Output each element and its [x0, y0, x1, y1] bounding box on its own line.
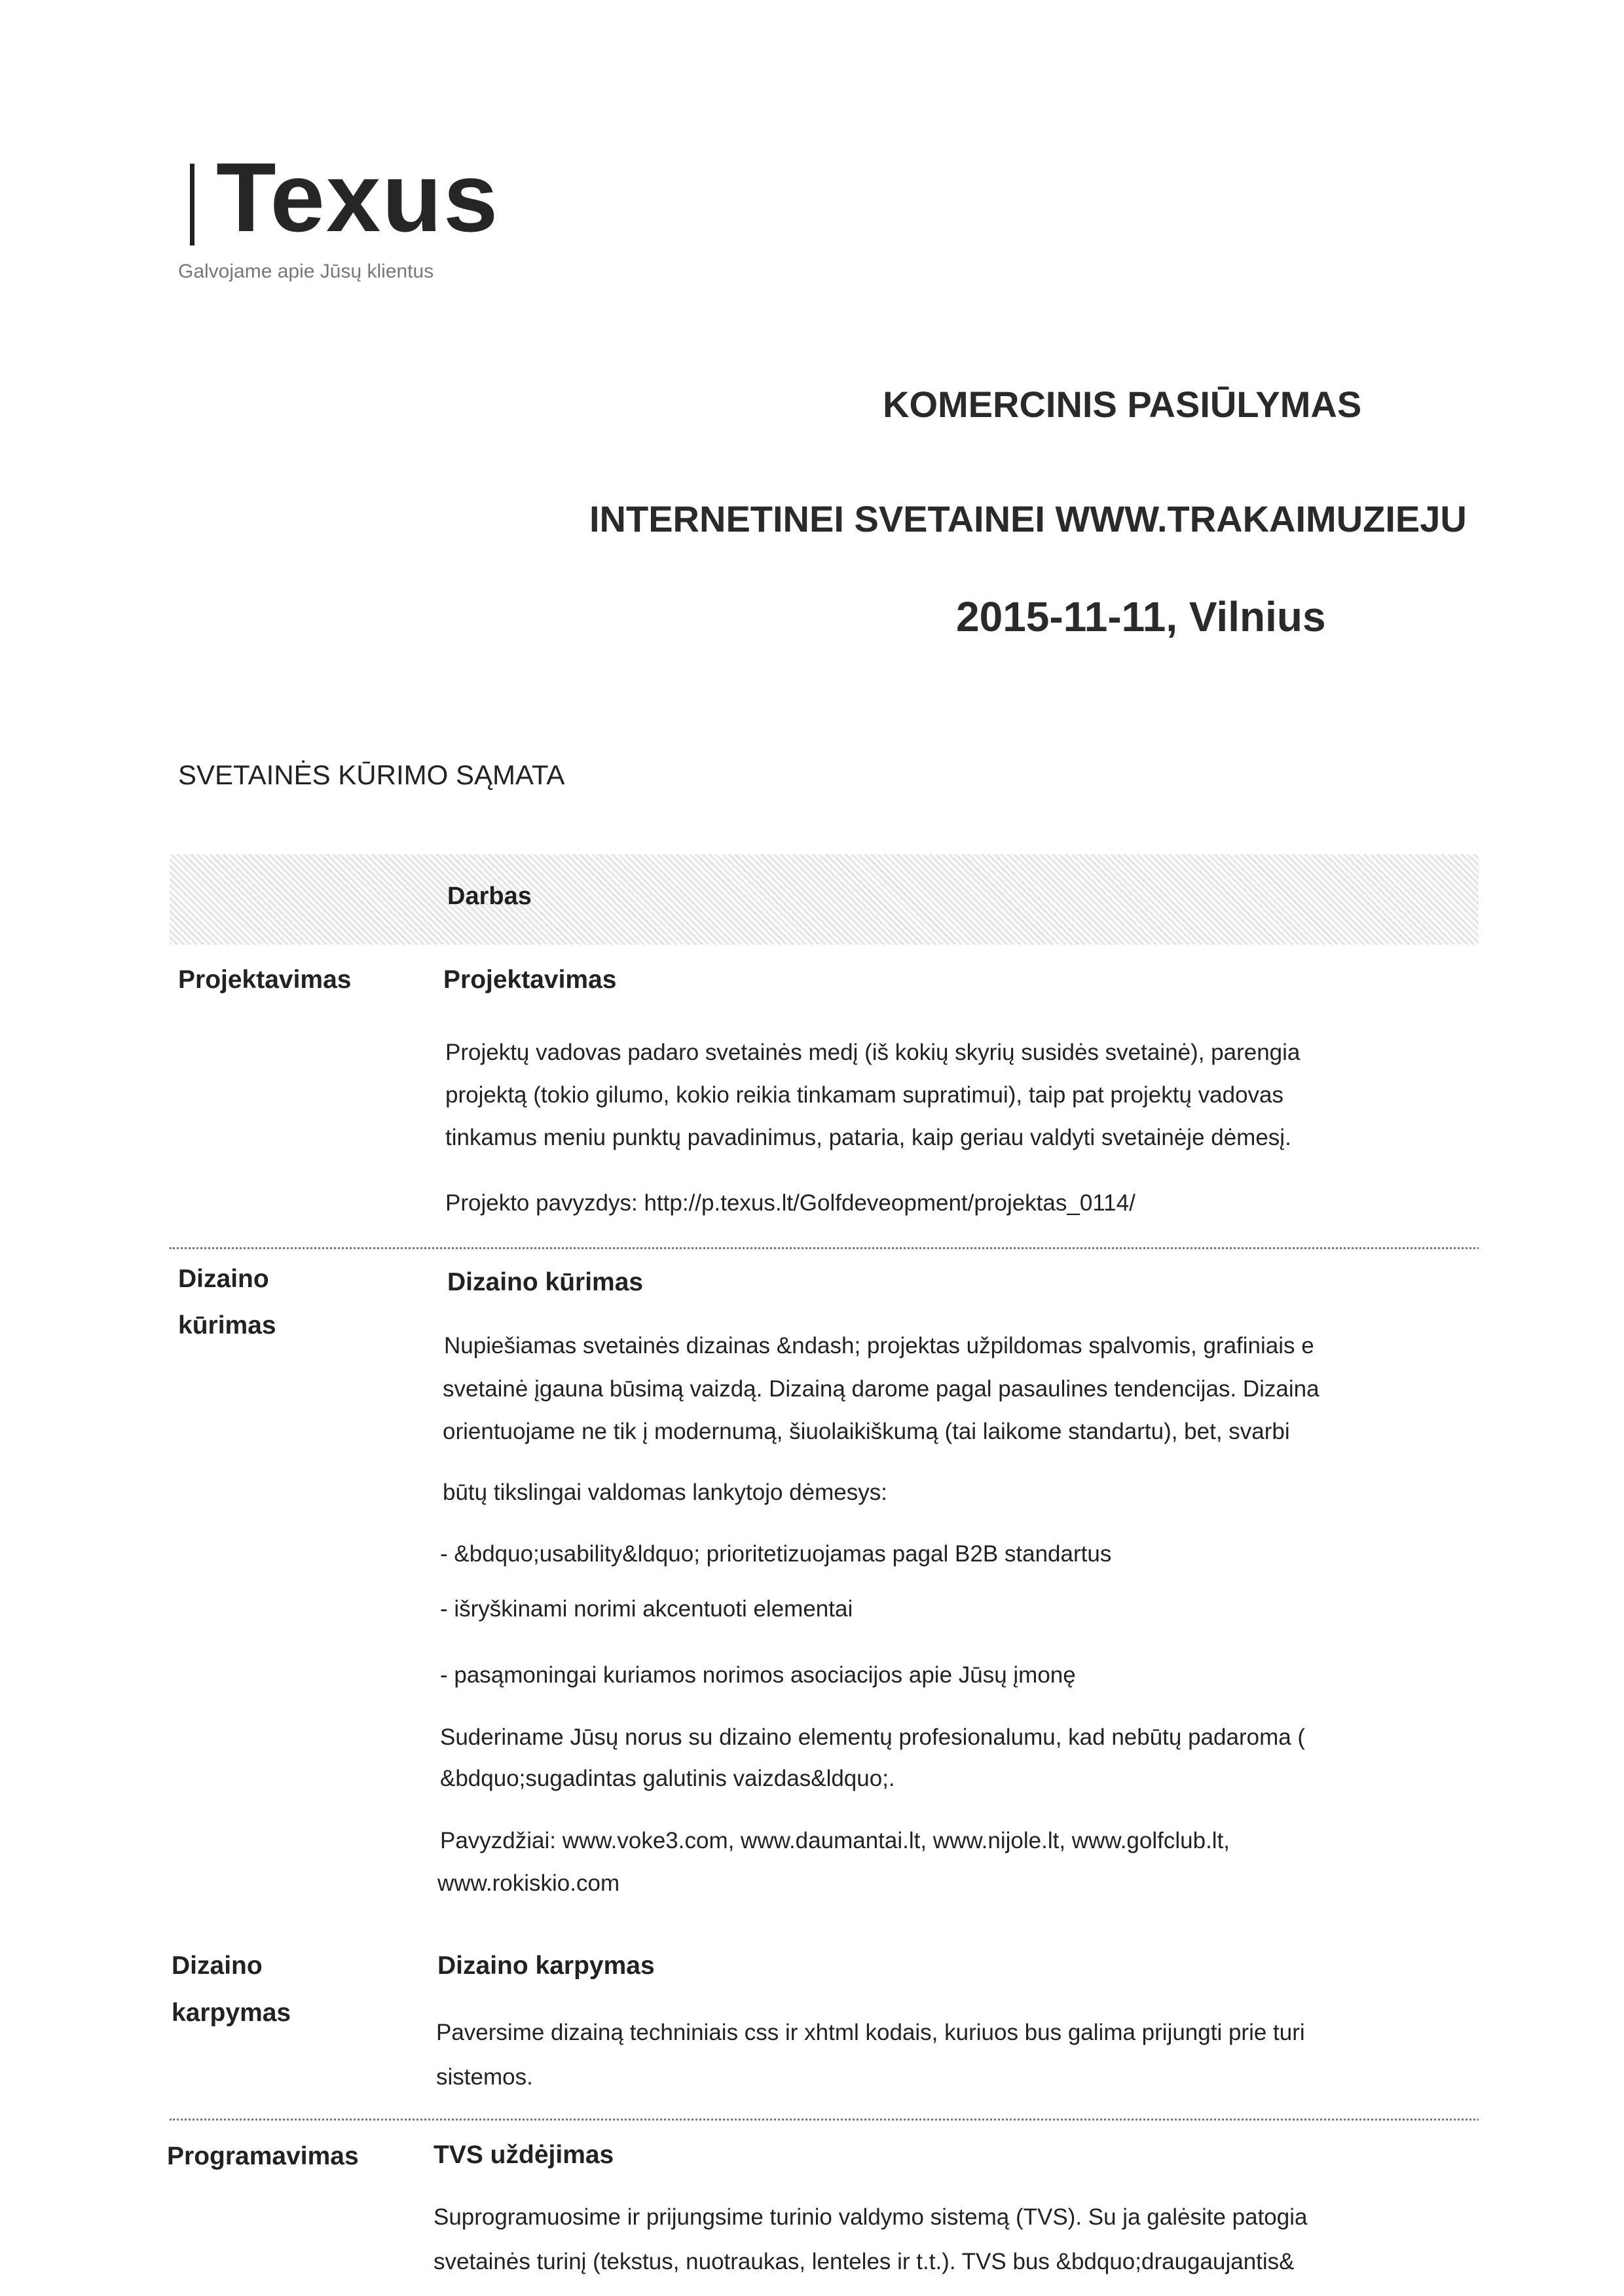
row-divider [170, 1247, 1479, 1249]
row-label: Projektavimas [178, 966, 352, 994]
row-text: Paversime dizainą techniniais css ir xhtml kodais, kuriuos bus galima prijungti prie turi [436, 2020, 1305, 2045]
row-label: karpymas [172, 1999, 291, 2027]
row-label: Dizaino [172, 1952, 263, 1980]
row-label: Programavimas [167, 2142, 359, 2170]
row-text: projektą (tokio gilumo, kokio reikia tinkamam supratimui), taip pat projektų vadovas [445, 1082, 1284, 1108]
row-text: orientuojame ne tik į modernumą, šiuolaikiškumą (tai laikome standartu), bet, svarbi [443, 1419, 1290, 1444]
row-text: - išryškinami norimi akcentuoti elementai [440, 1596, 853, 1622]
row-label: Dizaino [178, 1265, 269, 1293]
row-text: sistemos. [436, 2064, 533, 2090]
row-text: www.rokiskio.com [437, 1870, 620, 1896]
row-text: Suprogramuosime ir prijungsime turinio valdymo sistemą (TVS). Su ja galėsite patogia [434, 2204, 1308, 2230]
row-text: svetainė įgauna būsimą vaizdą. Dizainą darome pagal pasaulines tendencijas. Dizaina [443, 1376, 1320, 1402]
section-title: SVETAINĖS KŪRIMO SĄMATA [178, 759, 565, 790]
row-text: &bdquo;sugadintas galutinis vaizdas&ldquo;. [440, 1766, 895, 1791]
document-subtitle: INTERNETINEI SVETAINEI WWW.TRAKAIMUZIEJU [589, 498, 1467, 539]
column-header-darbas: Darbas [447, 883, 532, 910]
row-text: Nupiešiamas svetainės dizainas &ndash; projektas užpildomas spalvomis, grafiniais e [444, 1333, 1314, 1358]
row-label: kūrimas [178, 1311, 276, 1339]
row-title: Dizaino karpymas [437, 1952, 655, 1980]
table-header [170, 854, 1479, 945]
row-text: Suderiname Jūsų norus su dizaino elementų profesionalumu, kad nebūtų padaroma ( [440, 1724, 1306, 1750]
document-title: KOMERCINIS PASIŪLYMAS [883, 384, 1362, 425]
row-text: - pasąmoningai kuriamos norimos asociacijos apie Jūsų įmonę [440, 1662, 1076, 1688]
document-date: 2015-11-11, Vilnius [956, 593, 1326, 640]
row-divider [170, 2119, 1479, 2121]
row-title: TVS uždėjimas [434, 2141, 614, 2169]
row-title: Projektavimas [443, 966, 617, 994]
logo: Texus [216, 142, 500, 252]
row-text: būtų tikslingai valdomas lankytojo dėmesys: [443, 1480, 887, 1505]
row-text: tinkamus meniu punktų pavadinimus, pataria, kaip geriau valdyti svetainėje dėmesį. [445, 1125, 1291, 1150]
row-text: Pavyzdžiai: www.voke3.com, www.daumantai.lt, www.nijole.lt, www.golfclub.lt, [440, 1828, 1230, 1853]
row-text: Projektų vadovas padaro svetainės medį (iš kokių skyrių susidės svetainė), parengia [445, 1040, 1301, 1065]
row-text: - &bdquo;usability&ldquo; prioritetizuojamas pagal B2B standartus [440, 1541, 1112, 1567]
row-text: svetainės turinį (tekstus, nuotraukas, lenteles ir t.t.). TVS bus &bdquo;draugaujantis& [434, 2249, 1295, 2274]
logo-tagline: Galvojame apie Jūsų klientus [178, 261, 434, 282]
row-title: Dizaino kūrimas [447, 1268, 644, 1296]
row-text: Projekto pavyzdys: http://p.texus.lt/Golfdeveopment/projektas_0114/ [445, 1190, 1135, 1216]
